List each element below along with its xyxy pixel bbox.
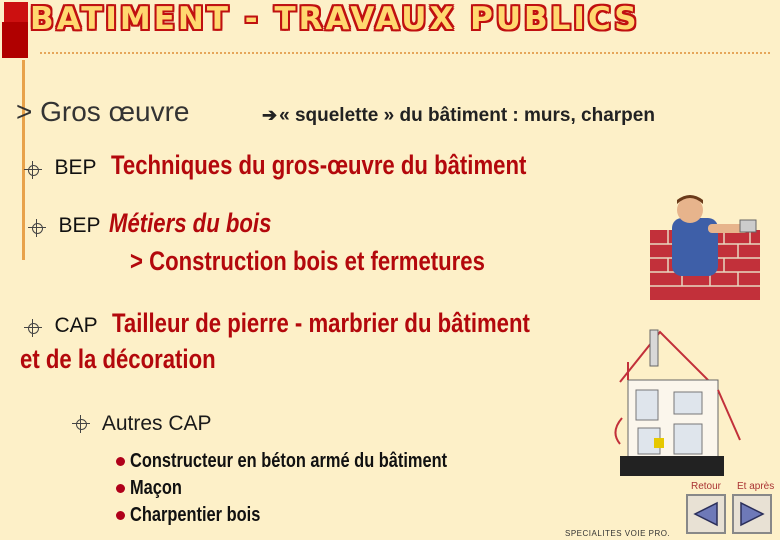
crosshair-icon (24, 161, 42, 179)
crosshair-icon (28, 219, 46, 237)
program-subtitle-row (130, 246, 563, 277)
program-title: Métiers du bois (108, 208, 272, 238)
section-description-text: « squelette » du bâtiment : murs, charpen (279, 105, 655, 126)
corner-tab (4, 2, 28, 22)
program-title: Tailleur de pierre - marbrier du bâtiment (112, 308, 530, 338)
program-item[interactable] (24, 308, 622, 339)
program-item[interactable] (24, 150, 617, 181)
list-item-label: Maçon (130, 477, 182, 499)
arrow-right-icon (737, 499, 767, 529)
section-description (262, 105, 655, 127)
bullet-icon (116, 457, 125, 466)
back-label: Retour (691, 481, 722, 492)
program-level: CAP (54, 314, 98, 337)
others-list (116, 448, 517, 529)
list-item-label: Constructeur en béton armé du bâtiment (130, 450, 448, 472)
program-level: BEP (58, 214, 101, 237)
program-subtitle: > Construction bois et fermetures (130, 246, 485, 276)
page-title: BATIMENT - TRAVAUX PUBLICS (30, 1, 640, 37)
program-title-line2: et de la décoration (20, 344, 216, 374)
mason-illustration (650, 190, 760, 300)
program-title-line2-row (20, 344, 259, 375)
list-item[interactable] (116, 502, 517, 529)
house-illustration (600, 320, 750, 480)
page-banner (30, 2, 775, 36)
bullet-icon (116, 484, 125, 493)
arrow-icon: ➔ (262, 105, 278, 125)
next-label: Et après (737, 481, 775, 492)
list-item[interactable] (116, 475, 517, 502)
others-heading[interactable] (72, 412, 212, 436)
section-title: > Gros œuvre (16, 96, 190, 127)
corner-block (2, 22, 28, 58)
list-item-label: Charpentier bois (130, 504, 261, 526)
crosshair-icon (72, 415, 90, 433)
back-button[interactable] (686, 494, 726, 534)
next-button[interactable] (732, 494, 772, 534)
crosshair-icon (24, 319, 42, 337)
arrow-left-icon (691, 499, 721, 529)
dotted-divider (40, 52, 770, 54)
program-title: Techniques du gros-œuvre du bâtiment (110, 150, 527, 180)
others-label: Autres CAP (101, 412, 212, 435)
program-level: BEP (54, 156, 97, 179)
list-item[interactable] (116, 448, 517, 475)
program-item[interactable] (28, 208, 307, 239)
bullet-icon (116, 511, 125, 520)
footer-text: SPECIALITES VOIE PRO. (565, 529, 671, 538)
